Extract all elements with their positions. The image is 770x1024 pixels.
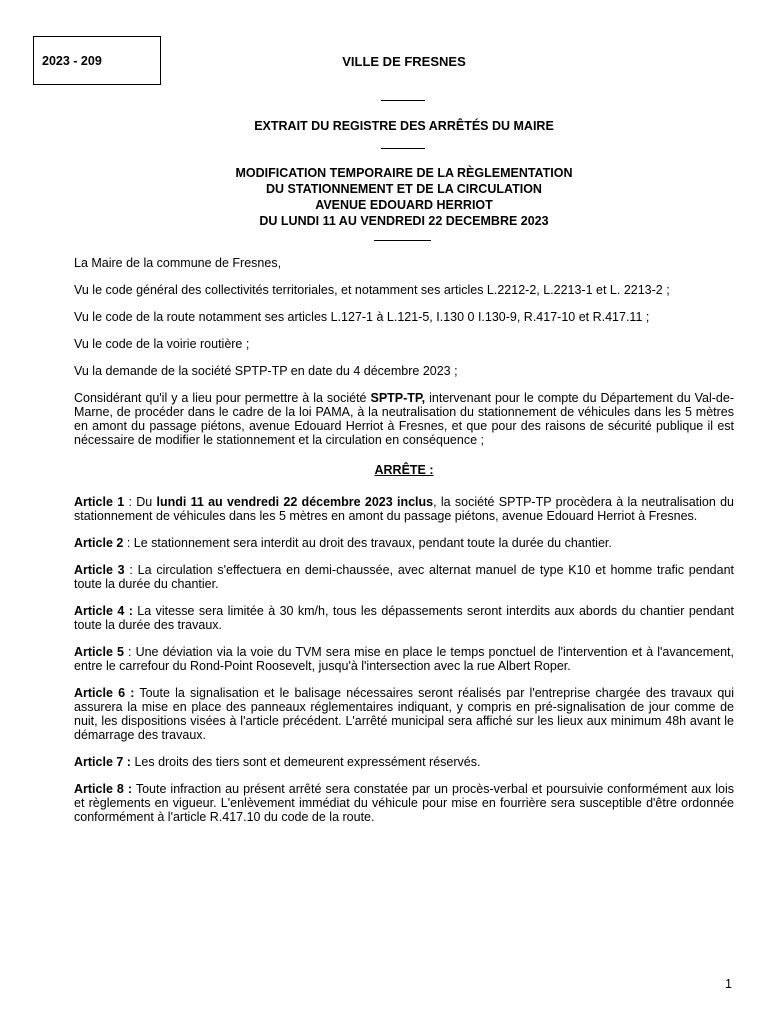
article-label: Article 6 : xyxy=(74,686,135,700)
article-8: Article 8 : Toute infraction au présent arrêté sera constatée par un procès-verbal et poursuivie conformément aux lois et règlements en vigueur. L'enlèvement immédiat du véhicule pour mise en fourrière sera susceptible d'être ordonnée conformément à l'article R.417.10 du code de la route. xyxy=(74,782,734,824)
article-label: Article 2 xyxy=(74,536,124,550)
document-body xyxy=(74,256,734,837)
article-7: Article 7 : Les droits des tiers sont et demeurent expressément réservés. xyxy=(74,755,481,769)
decree-title-line: DU STATIONNEMENT ET DE LA CIRCULATION xyxy=(266,182,542,196)
article-label: Article 8 : xyxy=(74,782,133,796)
article-3: Article 3 : La circulation s'effectuera en demi-chaussée, avec alternat manuel de type K10 et homme trafic pendant toute la durée du chantier. xyxy=(74,563,734,591)
decree-title xyxy=(0,165,770,229)
city-name: VILLE DE FRESNES xyxy=(342,54,466,69)
article-6: Article 6 : Toute la signalisation et le balisage nécessaires seront réalisés par l'entreprise chargée des travaux qui assurera la mise en place des panneaux réglementaires indiquant, y compris en pré-signalisation de jour comme de nuit, les dispositions visées à l'article précédent. L'arrêté municipal sera affiché sur les lieux aux minimum 48h avant le démarrage des travaux. xyxy=(74,686,735,742)
article-label: Article 3 xyxy=(74,563,125,577)
article-5: Article 5 : Une déviation via la voie du TVM sera mise en place le temps ponctuel de l'intervention et à l'avancement, entre le carrefour du Rond-Point Roosevelt, jusqu'à l'intersection avec la rue Albert Roper. xyxy=(74,645,734,673)
article-4: Article 4 : La vitesse sera limitée à 30 km/h, tous les dépassements seront interdits aux abords du chantier pendant toute la durée des travaux. xyxy=(74,604,734,632)
decree-title-line: MODIFICATION TEMPORAIRE DE LA RÈGLEMENTATION xyxy=(235,166,573,180)
decree-title-line: DU LUNDI 11 AU VENDREDI 22 DECEMBRE 2023 xyxy=(259,214,549,228)
article-label: Article 5 xyxy=(74,645,124,659)
article-2: Article 2 : Le stationnement sera interdit au droit des travaux, pendant toute la durée du chantier. xyxy=(74,536,612,550)
preamble-vu: Vu le code de la route notamment ses articles L.127-1 à L.121-5, I.130 0 I.130-9, R.417-10 et R.417.11 ; xyxy=(74,310,650,324)
article-label: Article 7 : xyxy=(74,755,131,769)
preamble-vu: Vu la demande de la société SPTP-TP en date du 4 décembre 2023 ; xyxy=(74,364,458,378)
article-label: Article 1 xyxy=(74,495,125,509)
preamble-vu: Vu le code de la voirie routière ; xyxy=(74,337,250,351)
decree-title-line: AVENUE EDOUARD HERRIOT xyxy=(315,198,493,212)
article-label: Article 4 : xyxy=(74,604,133,618)
reference-number: 2023 - 209 xyxy=(42,54,102,68)
separator-line xyxy=(381,100,425,101)
arrete-heading: ARRÊTE : xyxy=(374,463,434,477)
separator-line xyxy=(374,240,431,241)
separator-line xyxy=(381,148,425,149)
register-title: EXTRAIT DU REGISTRE DES ARRÊTÉS DU MAIRE xyxy=(254,119,554,133)
preamble-intro: La Maire de la commune de Fresnes, xyxy=(74,256,282,270)
page-number: 1 xyxy=(725,977,732,991)
article-1: Article 1 : Du lundi 11 au vendredi 22 décembre 2023 inclus, la société SPTP-TP procèdera à la neutralisation du stationnement de véhicules dans les 5 mètres en amont du passage piétons, avenue Edouard Herriot à Fresnes. xyxy=(74,495,734,523)
preamble-considerant: Considérant qu'il y a lieu pour permettre à la société SPTP-TP, intervenant pour le compte du Département du Val-de-Marne, de procéder dans le cadre de la loi PAMA, à la neutralisation du stationnement de véhicules dans les 5 mètres en amont du passage piétons, avenue Edouard Herriot à Fresnes, et que pour des raisons de sécurité publique il est nécessaire de modifier le stationnement et la circulation en conséquence ; xyxy=(74,391,734,447)
preamble-vu: Vu le code général des collectivités territoriales, et notamment ses articles L.2212-2, L.2213-1 et L. 2213-2 ; xyxy=(74,283,670,297)
